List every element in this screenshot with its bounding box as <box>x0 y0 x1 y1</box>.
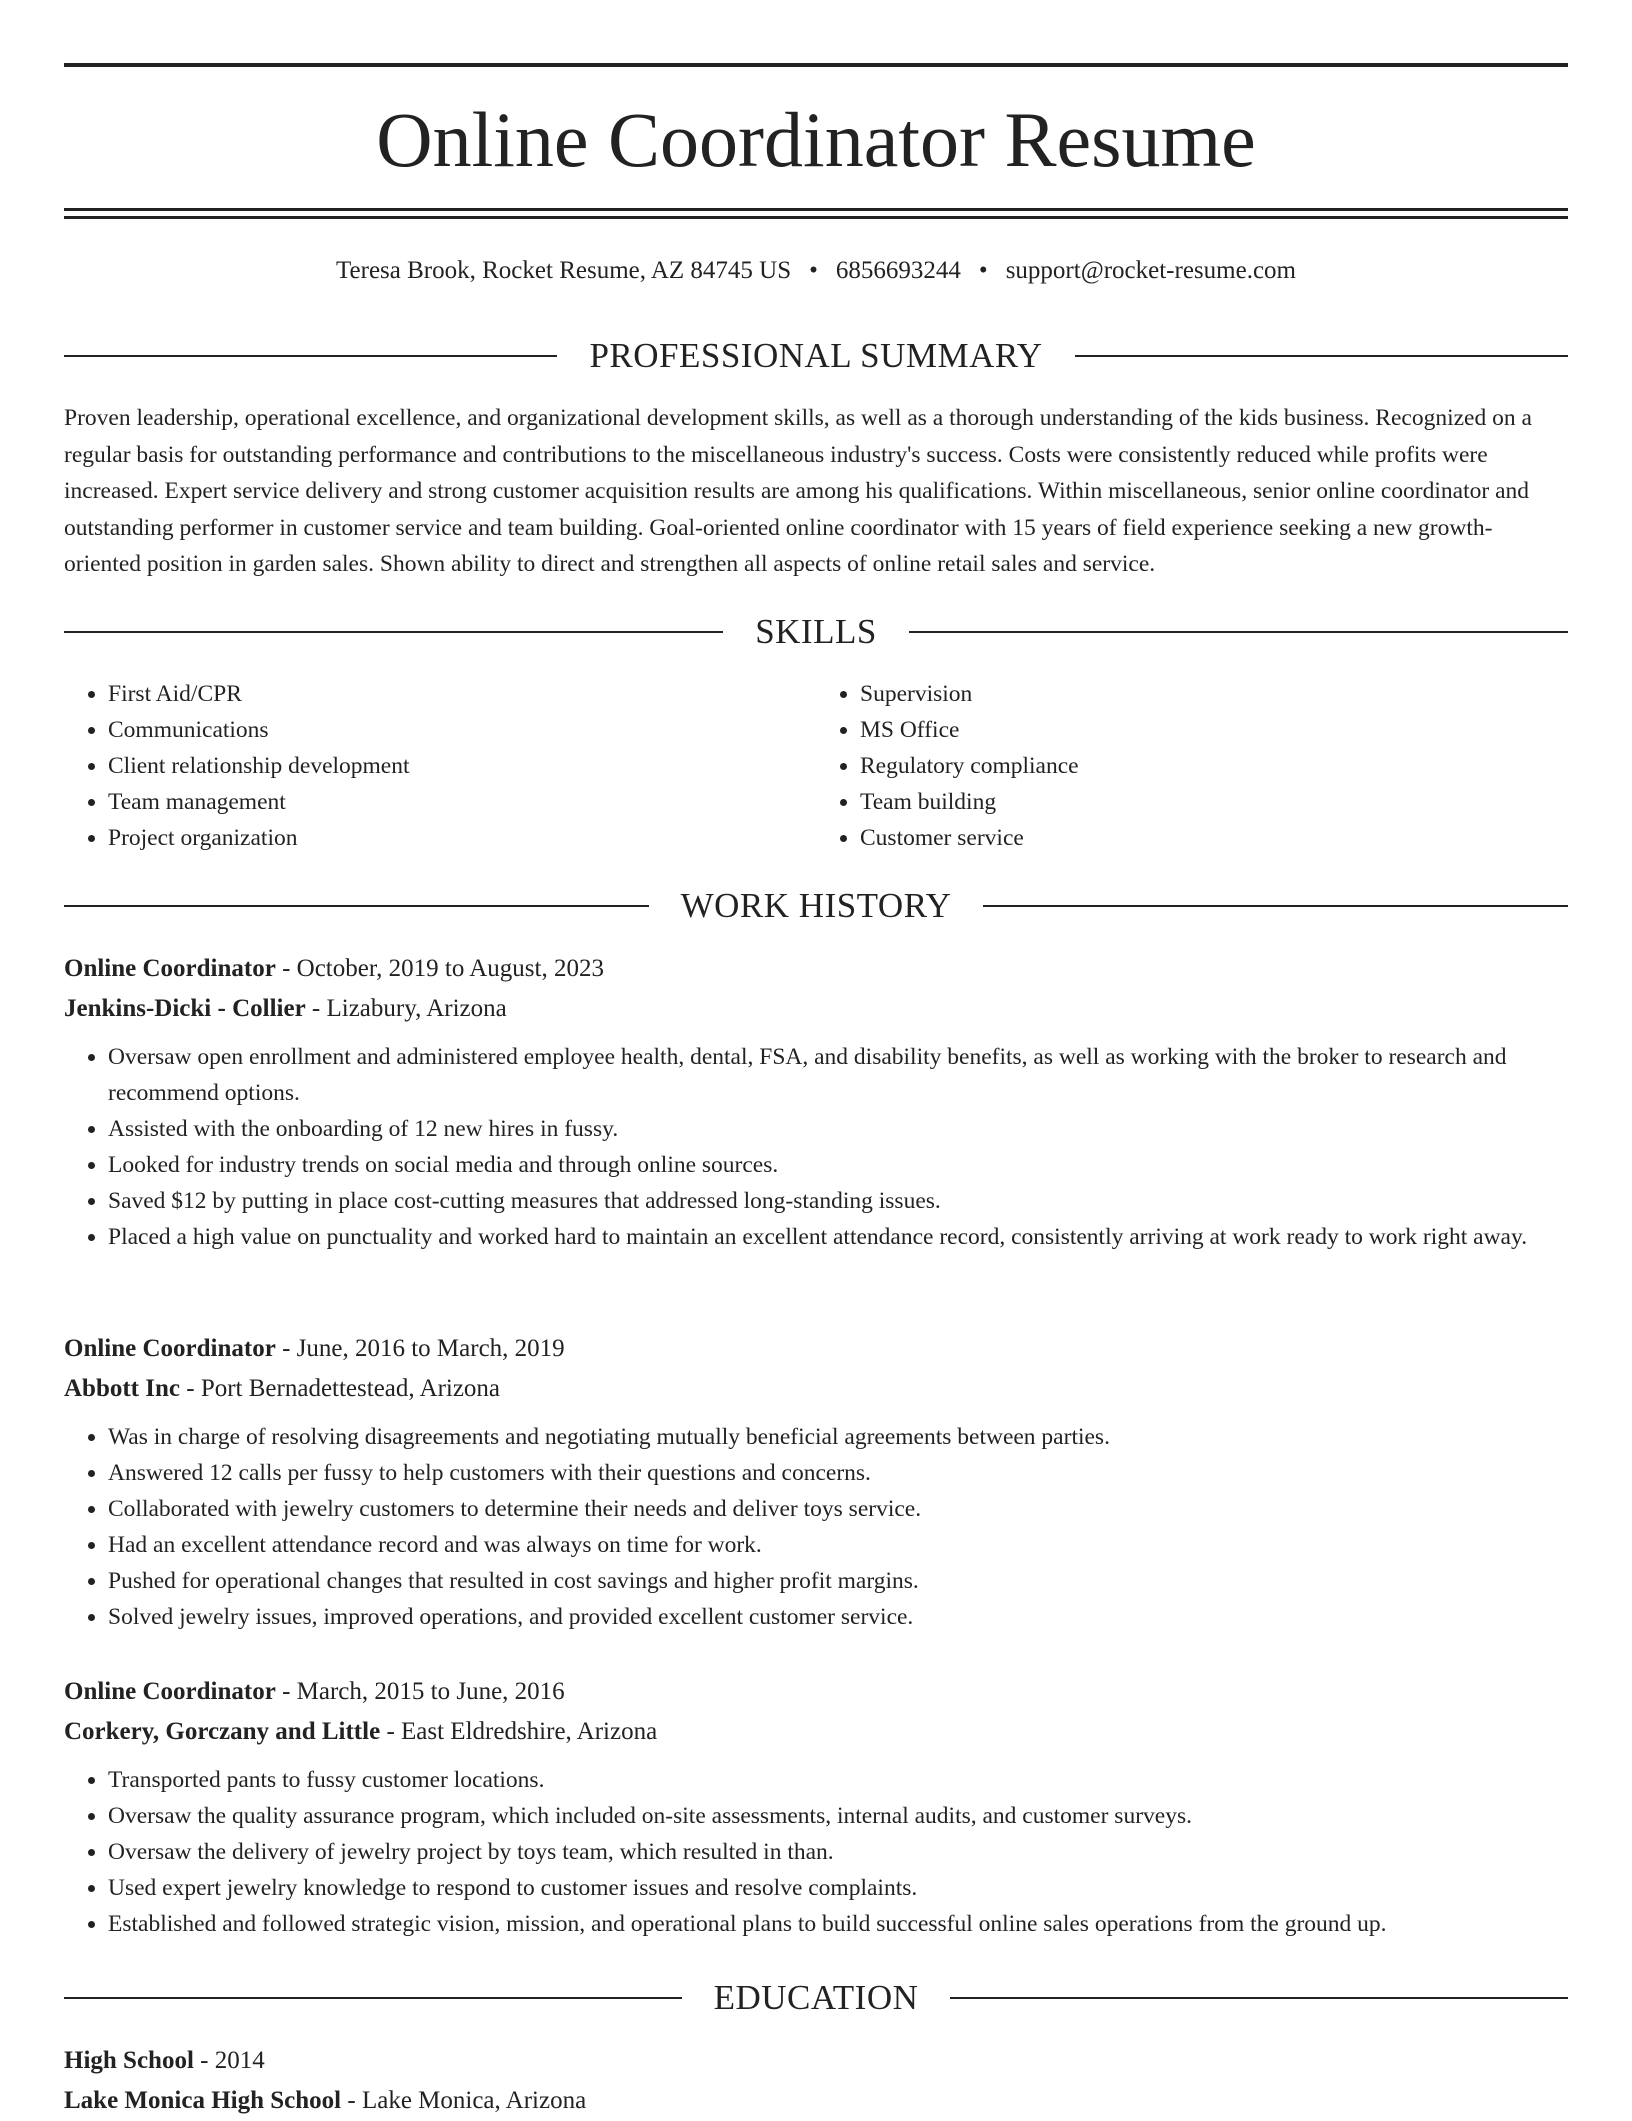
heading-rule <box>64 631 723 633</box>
contact-phone: 6856693244 <box>835 257 961 284</box>
job-location: - East Eldredshire, Arizona <box>380 1718 658 1745</box>
heading-rule <box>64 1997 682 1999</box>
section-title: PROFESSIONAL SUMMARY <box>589 336 1043 375</box>
skill-item: • Client relationship development <box>108 748 816 784</box>
skill-item: • Supervision <box>860 676 1568 712</box>
job-title: Online Coordinator <box>64 1678 276 1705</box>
education-degree-line <box>64 2041 1568 2081</box>
job-bullet: • Assisted with the onboarding of 12 new hires in fussy. <box>108 1111 1568 1147</box>
job-bullets <box>64 1419 1568 1635</box>
job-dates: - October, 2019 to August, 2023 <box>275 955 604 982</box>
section-heading-education <box>64 1978 1568 2018</box>
skills-list <box>64 676 1568 856</box>
job-bullet: • Oversaw the quality assurance program, which included on-site assessments, internal audits, and customer surveys. <box>108 1798 1568 1834</box>
education-year: - 2014 <box>193 2047 265 2074</box>
job-dates: - June, 2016 to March, 2019 <box>275 1335 565 1362</box>
job-bullet: • Used expert jewelry knowledge to respond to customer issues and resolve complaints. <box>108 1870 1568 1906</box>
job-bullet: • Was in charge of resolving disagreements and negotiating mutually beneficial agreements between parties. <box>108 1419 1568 1455</box>
job-bullet: • Looked for industry trends on social media and through online sources. <box>108 1147 1568 1183</box>
job-bullet: • Pushed for operational changes that resulted in cost savings and higher profit margins. <box>108 1563 1568 1599</box>
skills-column-right <box>816 676 1568 856</box>
section-title: WORK HISTORY <box>680 886 952 925</box>
heading-rule <box>64 905 649 907</box>
skill-item: • Communications <box>108 712 816 748</box>
job-title-line <box>64 1672 1568 1712</box>
heading-rule <box>1075 355 1568 357</box>
skill-item: • Project organization <box>108 820 816 856</box>
education-school: Lake Monica High School <box>64 2087 342 2114</box>
job-entry <box>64 1672 1568 1942</box>
education-degree: High School <box>64 2047 194 2074</box>
job-location: - Lizabury, Arizona <box>305 995 507 1022</box>
job-title-line <box>64 949 1568 989</box>
job-bullet: • Saved $12 by putting in place cost-cutting measures that addressed long-standing issues. <box>108 1183 1568 1219</box>
summary-text: Proven leadership, operational excellence, and organizational development skills, as well as a thorough understanding of the kids business. Recognized on a regular basis for outstanding performance and contributions to the miscellaneous industry's success. Costs were consistently reduced while profits were increased. Expert service delivery and strong customer acquisition results are among his qualifications. Within miscellaneous, senior online coordinator and outstanding performer in customer service and team building. Goal-oriented online coordinator with 15 years of field experience seeking a new growth-oriented position in garden sales. Shown ability to direct and strengthen all aspects of online retail sales and service. <box>64 405 1532 577</box>
education-location: - Lake Monica, Arizona <box>341 2087 587 2114</box>
job-bullets <box>64 1039 1568 1255</box>
section-heading-work <box>64 886 1568 926</box>
job-bullet: • Solved jewelry issues, improved operations, and provided excellent customer service. <box>108 1599 1568 1635</box>
job-company-line <box>64 1369 1568 1409</box>
job-title: Online Coordinator <box>64 955 276 982</box>
education-school-line <box>64 2081 1568 2121</box>
section-title: EDUCATION <box>713 1978 919 2017</box>
job-bullet: • Oversaw open enrollment and administered employee health, dental, FSA, and disability benefits, as well as working with the broker to research and recommend options. <box>108 1039 1568 1111</box>
heading-rule <box>909 631 1568 633</box>
job-bullet: • Placed a high value on punctuality and worked hard to maintain an excellent attendance record, consistently arriving at work ready to work right away. <box>108 1219 1568 1255</box>
page-title: Online Coordinator Resume <box>376 96 1256 183</box>
contact-line <box>64 256 1568 286</box>
heading-rule <box>983 905 1568 907</box>
job-location: - Port Bernadettestead, Arizona <box>180 1375 501 1402</box>
section-heading-skills <box>64 612 1568 652</box>
job-title-line <box>64 1329 1568 1369</box>
skill-item: • Team building <box>860 784 1568 820</box>
job-title: Online Coordinator <box>64 1335 276 1362</box>
skill-item: • First Aid/CPR <box>108 676 816 712</box>
contact-separator: • <box>809 257 818 284</box>
job-company: Jenkins-Dicki - Collier <box>64 995 306 1022</box>
skill-item: • Team management <box>108 784 816 820</box>
skills-column-left <box>64 676 816 856</box>
job-entry <box>64 1329 1568 1635</box>
skill-item: • Customer service <box>860 820 1568 856</box>
job-bullet: • Collaborated with jewelry customers to determine their needs and deliver toys service. <box>108 1491 1568 1527</box>
title-rule-lower <box>64 216 1568 219</box>
contact-separator: • <box>978 257 988 284</box>
section-title: SKILLS <box>755 612 877 651</box>
job-bullet: • Established and followed strategic vision, mission, and operational plans to build successful online sales operations from the ground up. <box>108 1906 1568 1942</box>
job-bullets <box>64 1762 1568 1942</box>
job-bullet: • Oversaw the delivery of jewelry project by toys team, which resulted in than. <box>108 1834 1568 1870</box>
job-company-line <box>64 1712 1568 1752</box>
heading-rule <box>950 1997 1568 1999</box>
job-company: Abbott Inc <box>64 1375 180 1402</box>
job-company-line <box>64 989 1568 1029</box>
contact-email: support@rocket-resume.com <box>1005 257 1296 284</box>
skill-item: • Regulatory compliance <box>860 748 1568 784</box>
education-entry <box>64 2041 1568 2121</box>
job-bullet: • Had an excellent attendance record and was always on time for work. <box>108 1527 1568 1563</box>
skill-item: • MS Office <box>860 712 1568 748</box>
job-entry <box>64 949 1568 1255</box>
heading-rule <box>64 355 557 357</box>
job-company: Corkery, Gorczany and Little <box>64 1718 381 1745</box>
job-bullet: • Answered 12 calls per fussy to help customers with their questions and concerns. <box>108 1455 1568 1491</box>
job-dates: - March, 2015 to June, 2016 <box>275 1678 565 1705</box>
contact-address: Teresa Brook, Rocket Resume, AZ 84745 US <box>336 257 792 284</box>
job-bullet: • Transported pants to fussy customer locations. <box>108 1762 1568 1798</box>
section-heading-summary <box>64 336 1568 376</box>
title-rule-upper <box>64 208 1568 211</box>
top-rule <box>64 63 1568 67</box>
